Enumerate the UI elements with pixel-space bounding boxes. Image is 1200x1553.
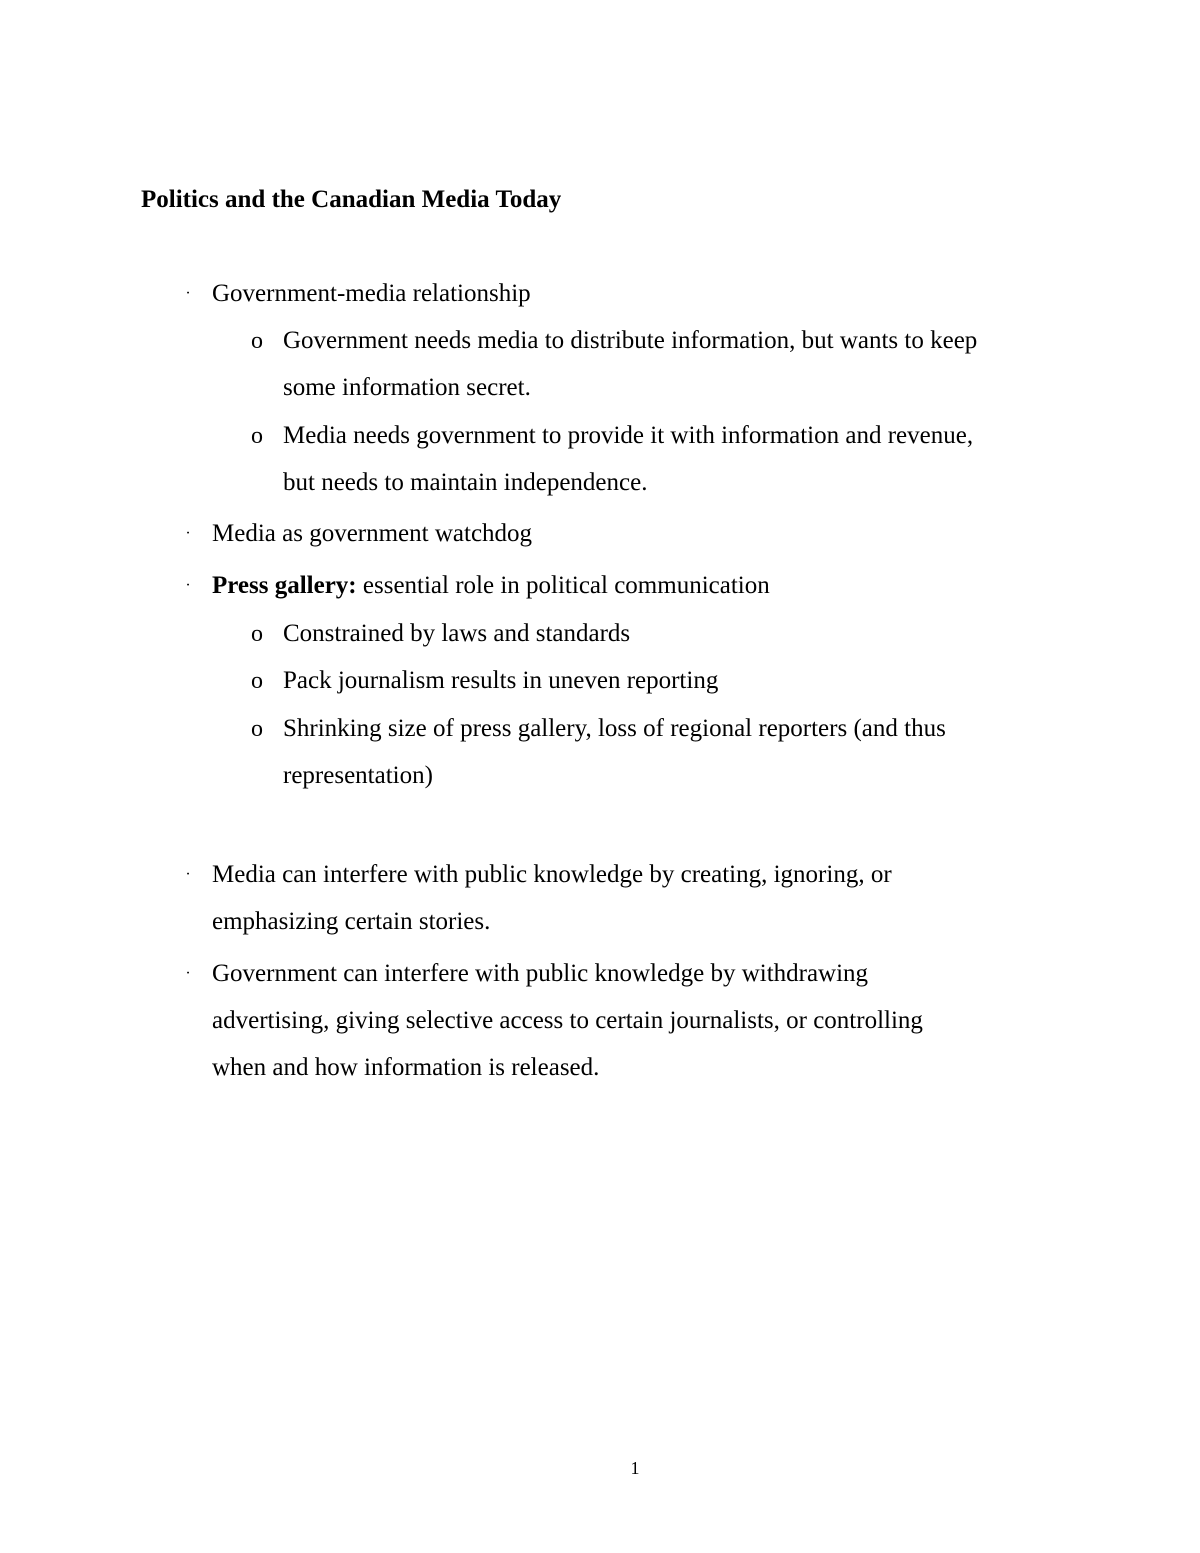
list-item-text: advertising, giving selective access to certain journalists, or controlling [212,1007,923,1034]
bullet-dot-icon: · [185,525,191,542]
bullet-circle-icon: o [251,668,263,694]
bullet-circle-icon: o [251,328,263,354]
list-item-press-gallery [185,570,770,602]
page-title: Politics and the Canadian Media Today [141,186,562,213]
list-item-text: Government-media relationship [212,280,531,307]
bullet-dot-icon: · [185,866,191,883]
list-item-text: when and how information is released. [212,1054,600,1081]
bullet-circle-icon: o [251,716,263,742]
bullet-circle-icon: o [251,423,263,449]
list-item-government-media-relationship [185,278,531,310]
sub-item-pack-journalism [251,665,719,697]
sub-item-media-needs-government [251,420,974,499]
list-item-text: Media can interfere with public knowledge by creating, ignoring, or [212,861,892,888]
list-item-text: emphasizing certain stories. [212,908,491,935]
list-item-text: some information secret. [283,374,531,401]
page-number: 1 [630,1458,640,1478]
list-item-text: Constrained by laws and standards [283,620,631,647]
list-item-text: Media needs government to provide it with information and revenue, [283,422,974,449]
list-item-text: Pack journalism results in uneven reporting [283,667,719,694]
list-item-text: but needs to maintain independence. [283,469,648,496]
sub-item-constrained [251,618,631,650]
sub-item-government-needs-media [251,325,978,404]
list-item-text: essential role in political communication [356,572,770,599]
list-item-text: Shrinking size of press gallery, loss of regional reporters (and thus [283,715,946,742]
list-item-media-watchdog [185,518,533,550]
list-item-text: Government needs media to distribute information, but wants to keep [283,327,978,354]
list-item-government-can-interfere [185,958,923,1084]
bullet-circle-icon: o [251,621,263,647]
press-gallery-term: Press gallery: [212,572,357,599]
bullet-dot-icon: · [185,965,191,982]
sub-item-shrinking-press-gallery [251,713,946,792]
list-item-text: Government can interfere with public knowledge by withdrawing [212,960,869,987]
list-item-text: Media as government watchdog [212,520,533,547]
list-item-media-can-interfere [185,859,892,938]
list-item-text: representation) [283,762,433,789]
bullet-dot-icon: · [185,577,191,594]
bullet-dot-icon: · [185,285,191,302]
